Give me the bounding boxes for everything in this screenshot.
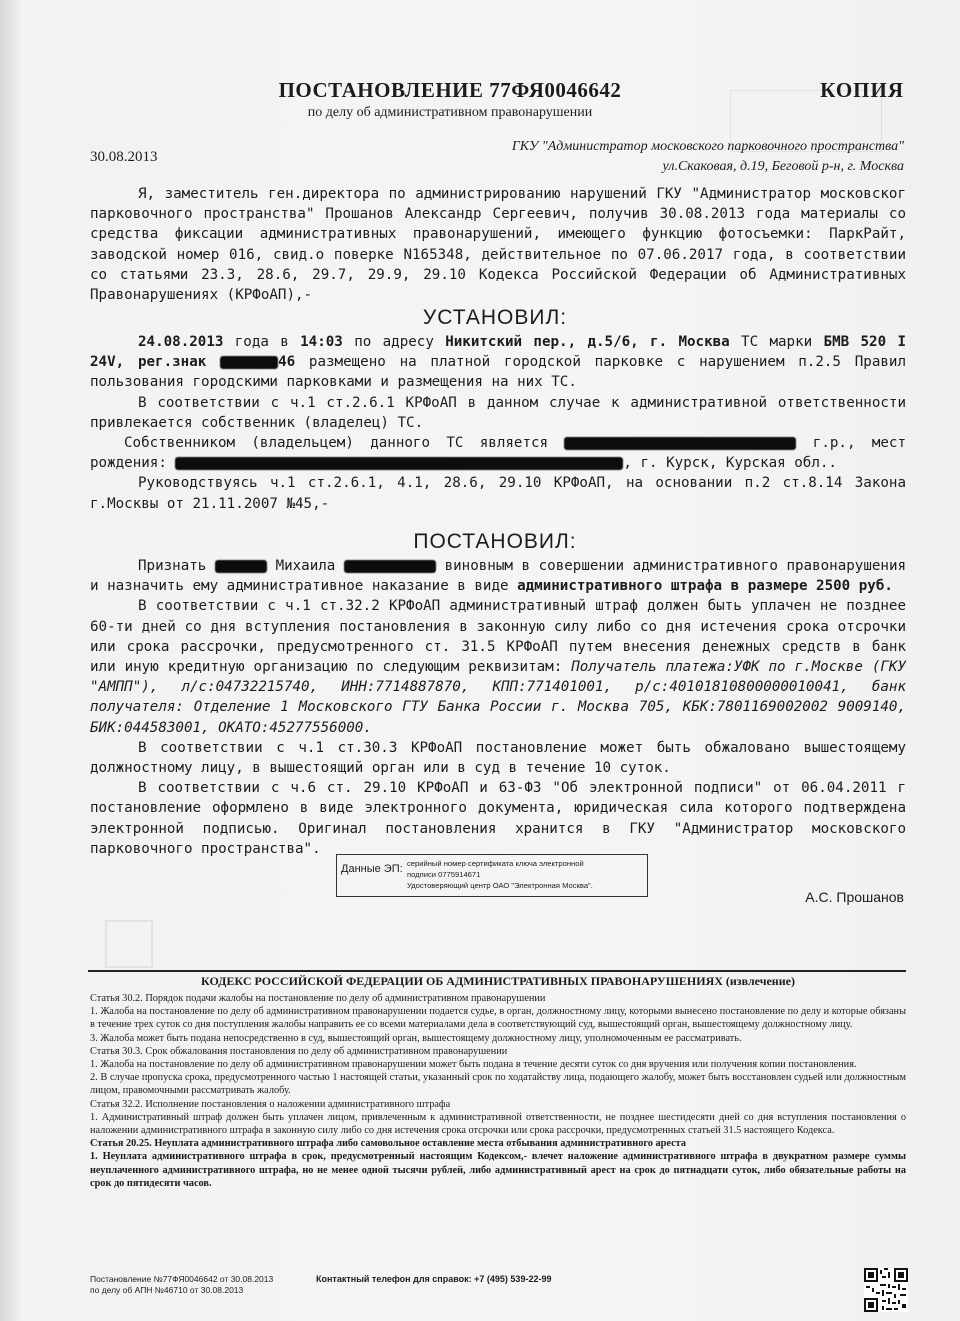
footer-case-number: по делу об АПН №46710 от 30.08.2013 xyxy=(90,1285,244,1295)
intro-text: Я, заместитель ген.директора по администрированию нарушений ГКУ "Администратор московског парковочного пространства" Прошанов Александр Сергеевич, получив 30.08.2013 года материалы со средства фиксации административных правонарушений, имеющего функцию фотосъемки: ПаркРайт, заводской номер 016, свид.о поверке N165348, действительное по 07.06.2017 года, в соответствии со статьями 23.3, 28.6, 29.7, 29.9, 29.10 Кодекса Российской Федерации об Административных Правонарушениях (КРФоАП),- xyxy=(90,186,906,304)
codex-extract xyxy=(90,992,906,1190)
codex-line: 1. Жалоба на постановление по делу об административном правонарушении может быть подана в течение десяти суток со дня вручения или получения копии постановления. xyxy=(90,1059,857,1071)
certificate-center: Удостоверяющий центр ОАО "Электронная Москва". xyxy=(407,881,593,890)
owner-paragraph: Собственником (владельцем) данного ТС является г.р., мест рождения: , г. Курск, Курская обл.. xyxy=(90,435,906,472)
resolved-section xyxy=(90,556,906,859)
signer-name: А.С. Прошанов xyxy=(805,889,904,905)
document-title: ПОСТАНОВЛЕНИЕ 77ФЯ0046642 xyxy=(278,78,622,102)
redacted-owner-name xyxy=(564,437,796,450)
established-section xyxy=(90,332,906,514)
redacted-birthplace xyxy=(175,457,623,470)
redacted-patronymic xyxy=(344,560,436,573)
intro-paragraph xyxy=(90,184,906,305)
penalty-paragraph: Признать Михаила виновным в совершении административного правонарушения и назначить ему административное наказание в виде административного штрафа в размере 2500 руб. xyxy=(90,558,907,595)
codex-line: 2. В случае пропуска срока, предусмотренного частью 1 настоящей статьи, указанный срок по ходатайству лица, подающего жалобу, может быть восстановлен судьей или должностным лицом, правомочными рассматривать жалобу. xyxy=(90,1072,906,1097)
signature-data-label: Данные ЭП: xyxy=(341,863,403,875)
qr-code-icon xyxy=(864,1268,908,1312)
organization-name: ГКУ "Администратор московского парковочного пространства" xyxy=(511,139,904,154)
e-signature-paragraph: В соответствии с ч.6 ст. 29.10 КРФоАП и 63-ФЗ "Об электронной подписи" от 06.04.2011 г постановление оформлено в виде электронного документа, юридическая сила которого подтверждена электронной подписью. Оригинал постановления хранится в ГКУ "Администратор московского парковочного пространства". xyxy=(90,780,906,857)
appeal-paragraph: В соответствии с ч.1 ст.30.3 КРФоАП постановление может быть обжаловано вышестоящему должностному лицу, в вышестоящий орган или в суд в течение 10 суток. xyxy=(90,739,906,777)
redacted-plate xyxy=(220,356,278,369)
section-divider xyxy=(88,970,906,972)
codex-line: Статья 30.3. Срок обжалования постановления по делу об административном правонарушении xyxy=(90,1045,508,1057)
established-heading: УСТАНОВИЛ: xyxy=(422,306,568,329)
document-date: 30.08.2013 xyxy=(90,149,158,165)
codex-line: 1. Административный штраф должен быть уплачен лицом, привлеченным к административной ответственности, не позднее шестидесяти дней со дня вступления постановления о наложении административного штрафа в законную силу либо со дня истечения срока отсрочки или срока рассрочки, предусмотренных статьей 31.5 настоящего Кодекса. xyxy=(90,1111,906,1137)
violation-paragraph: 24.08.2013 года в 14:03 по адресу Никитский пер., д.5/6, г. Москва ТС марки БМВ 520 I 24V, рег.знак 46 размещено на платной городской парковке с нарушением п.2.5 Правил пользования городскими парковками и размещения на них ТС. xyxy=(90,334,906,391)
signature-data-details xyxy=(407,858,643,891)
document-subtitle: по делу об административном правонарушении xyxy=(307,105,593,120)
codex-bold-line: Статья 20.25. Неуплата административного штрафа либо самовольное оставление места отбывания административного ареста xyxy=(90,1138,686,1150)
liability-paragraph: В соответствии с ч.1 ст.2.6.1 КРФоАП в данном случае к административной ответственности привлекается собственник (владелец) ТС. xyxy=(90,394,906,431)
codex-line: 3. Жалоба может быть подана непосредственно в суд, вышестоящий орган, вышестоящему должностному лицу, уполномоченным ее рассматривать. xyxy=(90,1032,742,1044)
legal-basis-paragraph: Руководствуясь ч.1 ст.2.6.1, 4.1, 28.6, 29.10 КРФоАП, на основании п.2 ст.8.14 Закона г.Москвы от 21.11.2007 №45,- xyxy=(90,475,906,512)
copy-mark: КОПИЯ xyxy=(820,78,904,102)
organization-address: ул.Скаковая, д.19, Беговой р-н, г. Москва xyxy=(662,159,904,174)
footer-resolution-number: Постановление №77ФЯ0046642 от 30.08.2013 xyxy=(90,1274,274,1284)
resolved-heading: ПОСТАНОВИЛ: xyxy=(413,530,577,553)
payment-paragraph: В соответствии с ч.1 ст.32.2 КРФоАП административный штраф должен быть уплачен не позднее 60-ти дней со дня вступления постановления в законную силу либо со дня истечения срока отсрочки или срока рассрочки, предусмотренного ст. 31.5 КРФоАП путем внесения денежных средств в банк или иную кредитную организацию по следующим реквизитам: Получатель платежа:УФК по г.Москве (ГКУ "АМПП"), л/с:04732215740, ИНН:7714887870, КПП:771401001, р/с:40101810800000010041, банк получателя: Отделение 1 Московского ГТУ Банка России г. Москва 705, КБК:7801169002002 9009140, БИК:044583001, ОКАТО:45277556000. xyxy=(90,598,906,736)
footer-reference xyxy=(90,1274,273,1296)
codex-line: 1. Жалоба на постановление по делу об административном правонарушении подается судье, в орган, должностному лицу, которыми вынесено постановление по делу и которые обязаны в течение трех суток со дня поступления жалобы направить ее со всеми материалами дела в соответствующий суд, вышестоящий орган, вышестоящему должностному лицу. xyxy=(90,1006,906,1031)
show-through-mark xyxy=(730,90,882,152)
show-through-mark xyxy=(105,920,153,968)
payment-details: Получатель платежа:УФК по г.Москве (ГКУ "АМПП"), л/с:04732215740, ИНН:7714887870, КПП:771401001, р/с:40101810800000010041, банк получателя: Отделение 1 Московского ГТУ Банка России г. Москва 705, КБК:7801169002002 9009140, БИК:044583001, ОКАТО:45277556000. xyxy=(90,659,906,736)
codex-line: Статья 32.2. Исполнение постановления о наложении административного штрафа xyxy=(90,1098,451,1110)
footer-contact: Контактный телефон для справок: +7 (495) 539-22-99 xyxy=(316,1274,552,1284)
certificate-number: подписи 0775914671 xyxy=(407,870,481,879)
codex-bold-line: 1. Неуплата административного штрафа в срок, предусмотренный настоящим Кодексом,- влечет наложение административного штрафа в двукратном размере суммы неуплаченного административного штрафа, но не менее одной тысячи рублей, либо административный арест на срок до пятнадцати суток, либо обязательные работы на срок до пятидесяти часов. xyxy=(90,1151,906,1189)
signature-data-box xyxy=(336,854,648,897)
codex-title: КОДЕКС РОССИЙСКОЙ ФЕДЕРАЦИИ ОБ АДМИНИСТРАТИВНЫХ ПРАВОНАРУШЕНИЯХ (извлечение) xyxy=(201,974,795,988)
redacted-surname xyxy=(215,560,267,573)
codex-line: Статья 30.2. Порядок подачи жалобы на постановление по делу об административном правонарушении xyxy=(90,993,546,1004)
certificate-line: серийный номер сертификата ключа электронной xyxy=(407,859,584,868)
